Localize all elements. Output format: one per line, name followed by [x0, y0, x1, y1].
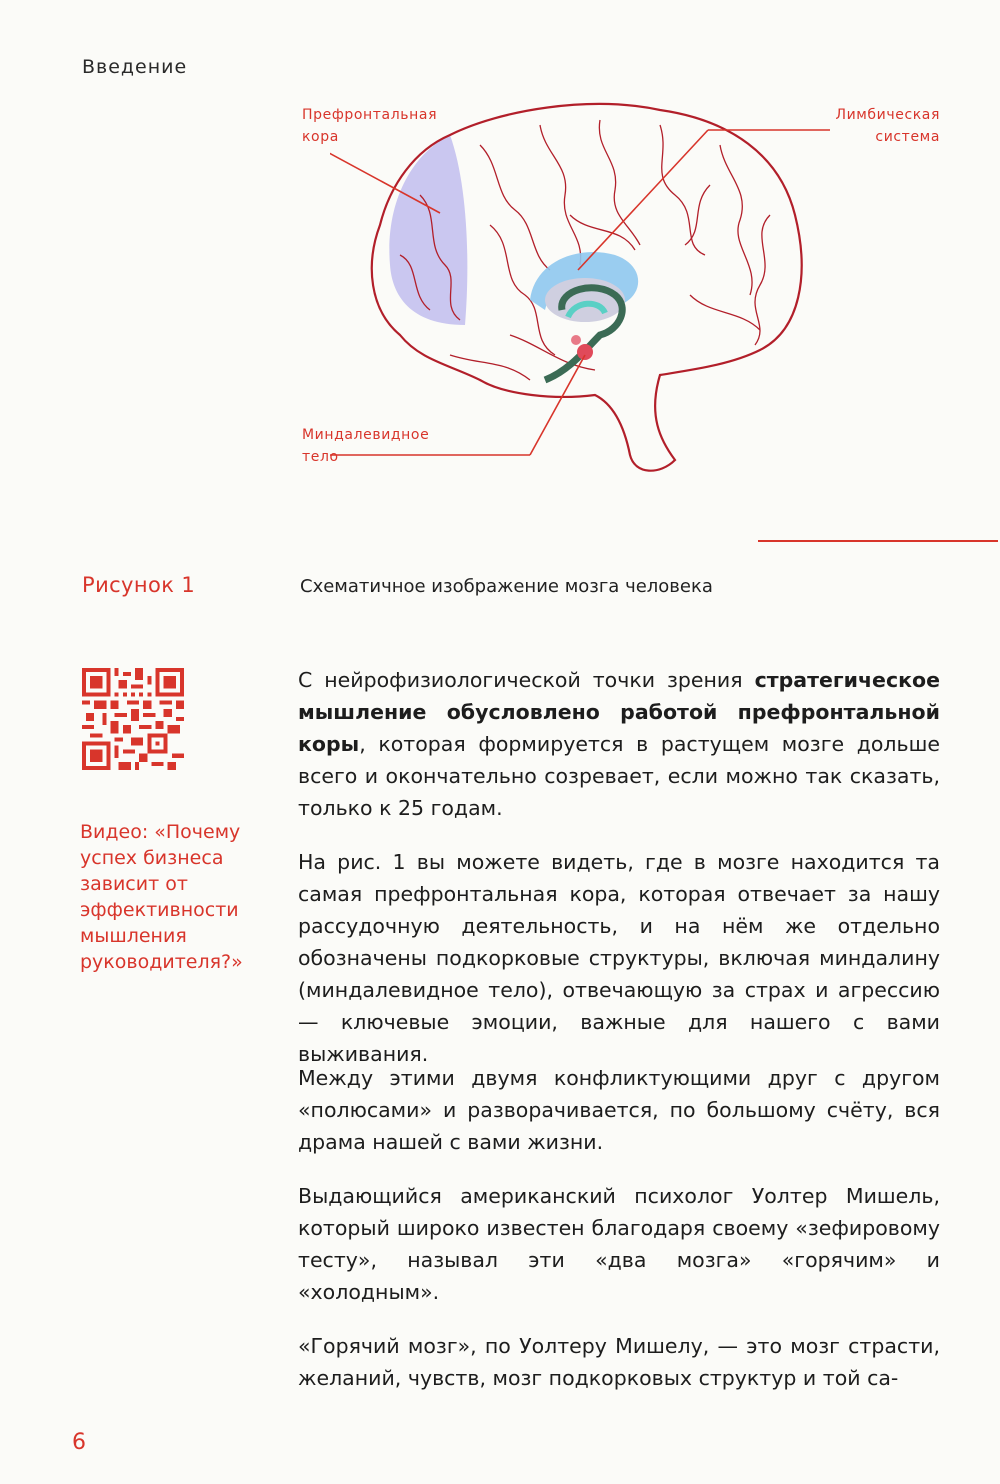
label-amygdala: Миндалевидное тело [302, 427, 430, 465]
label-limbic: Лимбическая система [835, 107, 940, 145]
figure-caption: Схематичное изображение мозга человека [300, 576, 713, 597]
paragraph-5: «Горячий мозг», по Уолтеру Мишелу, — это мозг страсти, желаний, чувств, мозг подкорковых структур и той са- [298, 1334, 940, 1390]
page-number: 6 [72, 1430, 86, 1455]
video-caption[interactable]: Видео: «Почему успех бизнеса зависит от эффективности мышления руководителя?» [80, 821, 243, 973]
paragraph-4: Выдающийся американский психолог Уолтер Мишель, который широко известен благодаря своему «зефировому тесту», называл эти «два мозга» «горячим» и «холодным». [298, 1184, 940, 1304]
running-header: Введение [82, 56, 188, 78]
paragraph-2: На рис. 1 вы можете видеть, где в мозге находится та самая префронтальная кора, которая отвечает за нашу рассудочную деятельность, и на нём же отдельно обозначены подкорковые структуры, включая миндалину (миндалевидное тело), отвечающую за страх и агрессию — ключевые эмоции, важные для нашего с вами выживания. [298, 850, 940, 1066]
qr-code-icon[interactable] [82, 668, 184, 770]
red-rule [758, 540, 998, 542]
label-prefrontal: Префронтальная кора [302, 107, 438, 145]
figure-number: Рисунок 1 [82, 573, 196, 597]
prefrontal-region [389, 135, 467, 325]
paragraph-3: Между этими двумя конфликтующими друг с другом «полюсами» и разворачивается, по большому счёту, вся драма нашей с вами жизни. [298, 1066, 940, 1154]
amygdala [577, 344, 593, 360]
leader-limbic [578, 130, 708, 270]
thalamus [545, 278, 625, 322]
paragraph-1: С нейрофизиологической точки зрения стратегическое мышление обусловлено работой префронтальной коры, которая формируется в растущем мозге дольше всего и окончательно созревает, если можно так сказать, только к 25 годам. [298, 668, 940, 820]
